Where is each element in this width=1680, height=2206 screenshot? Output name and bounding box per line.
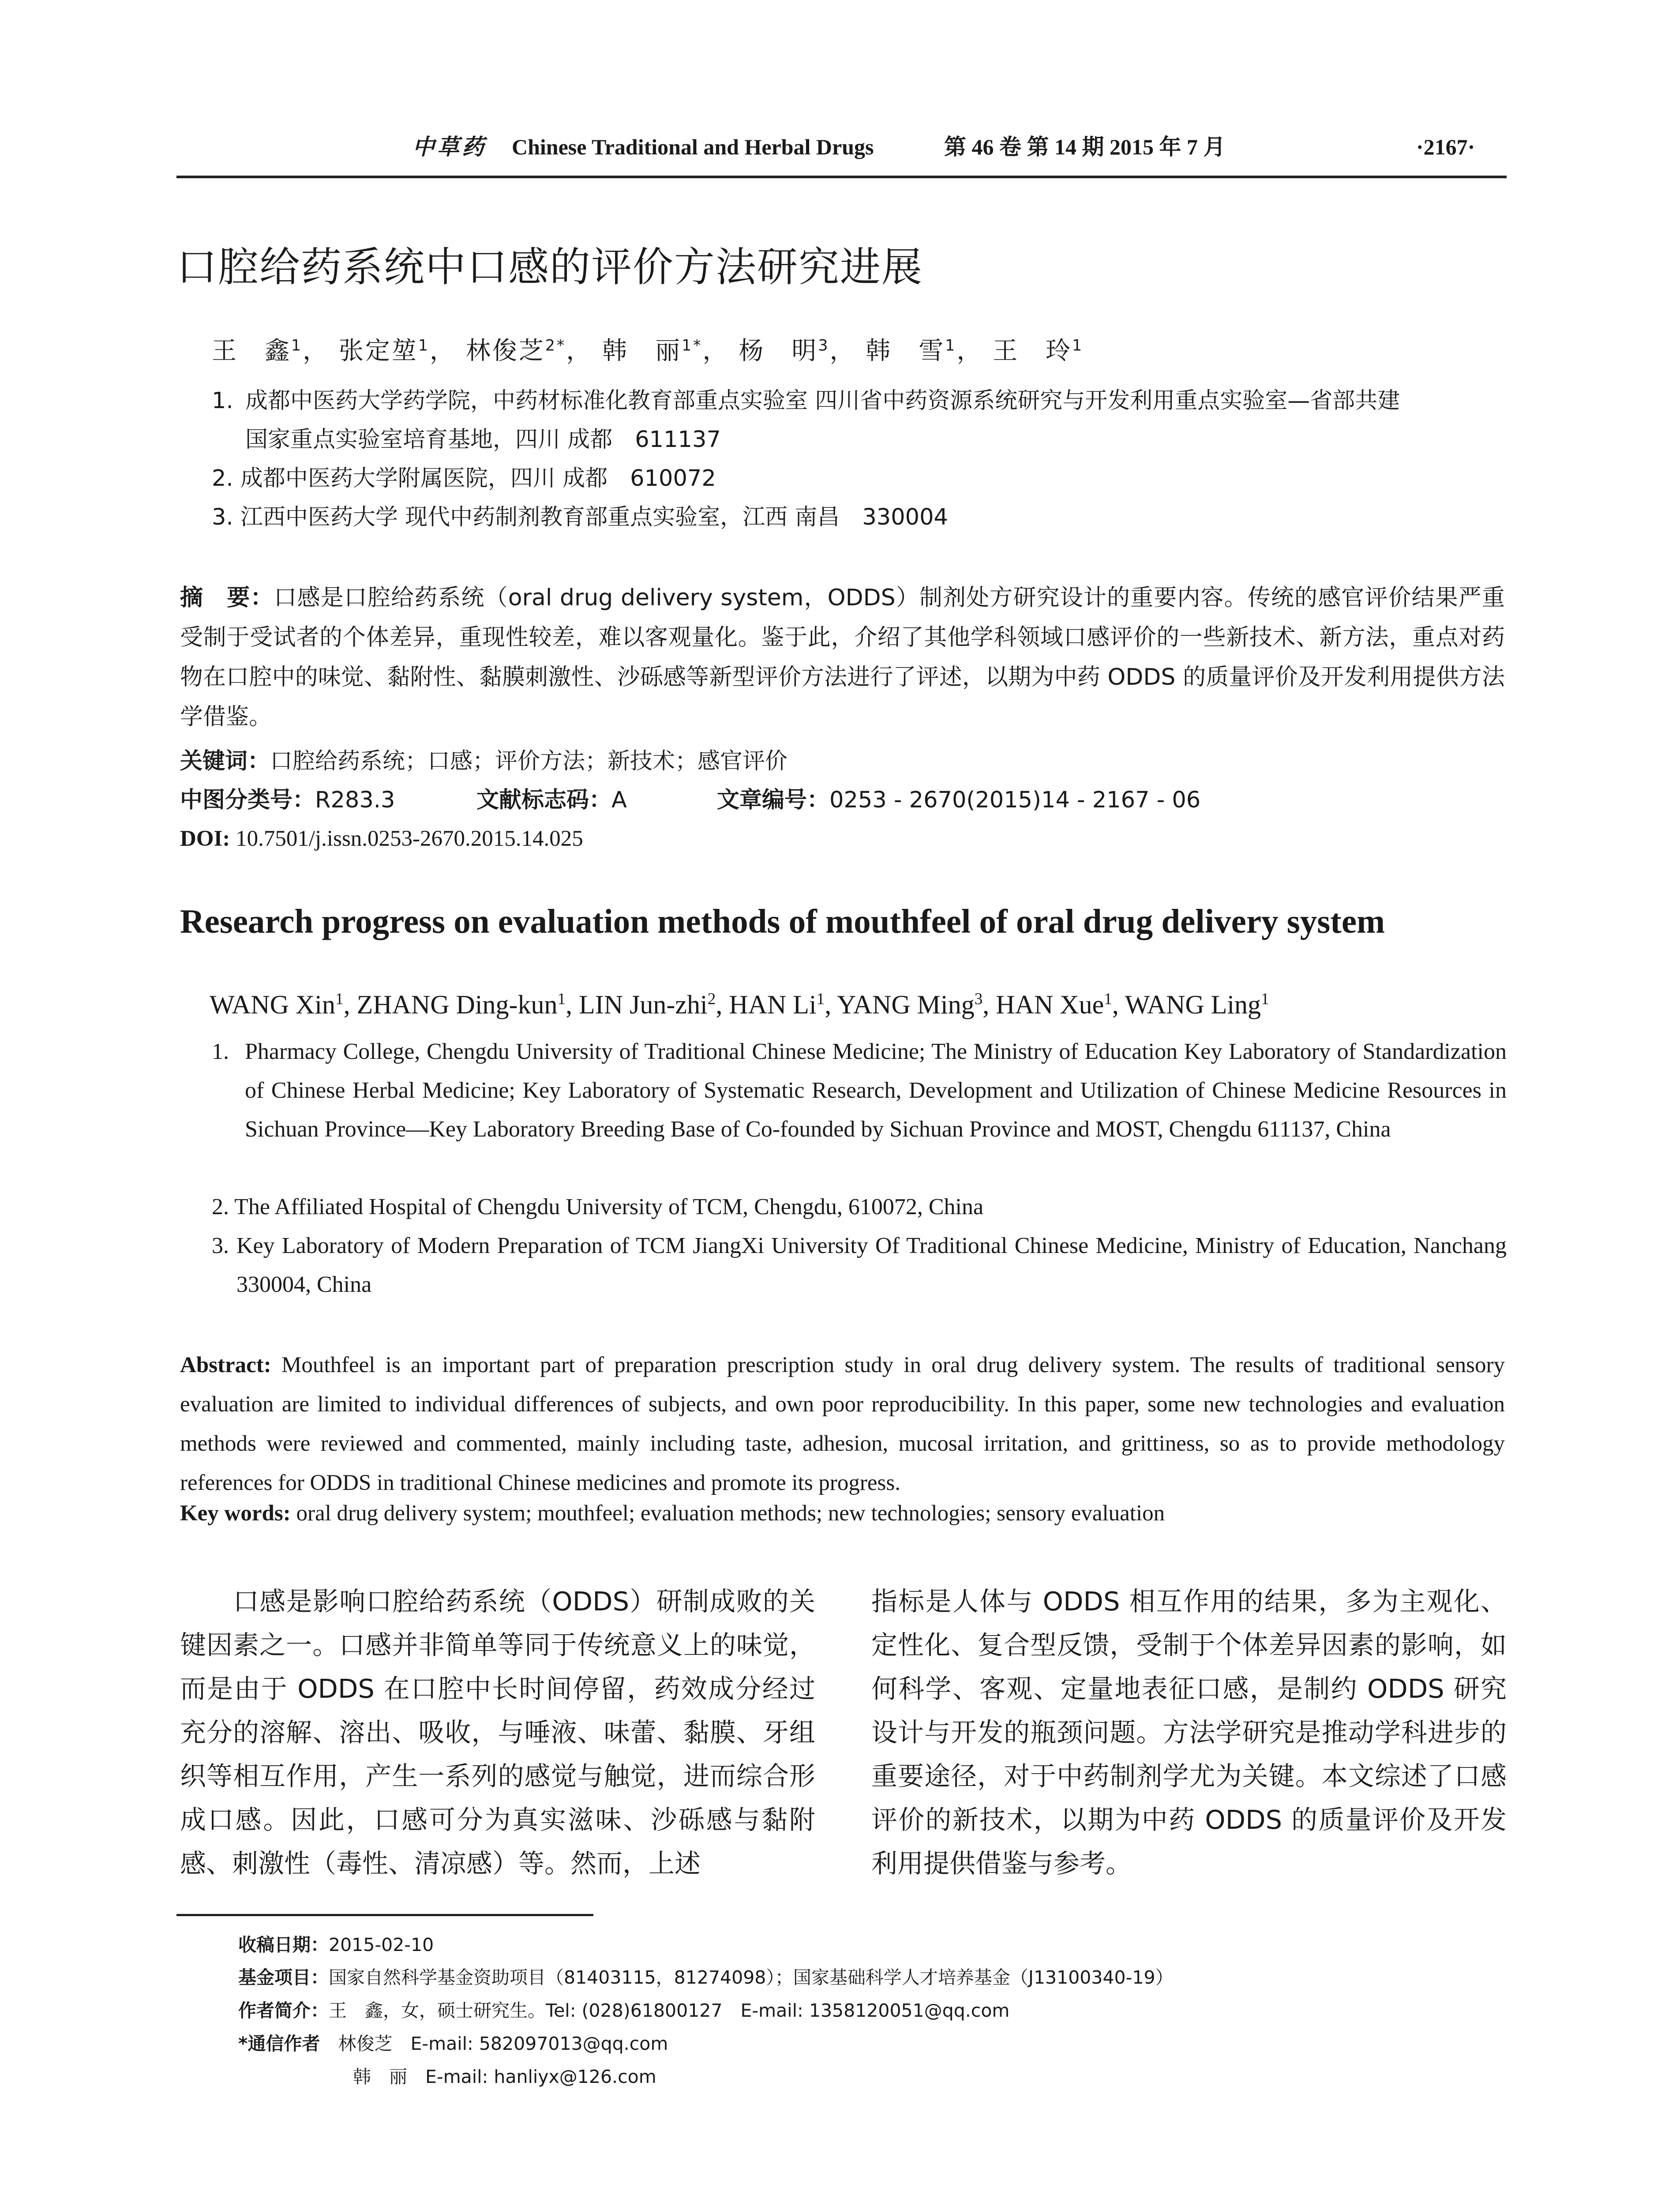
cn-author: 王 玲$^1$ <box>993 337 1084 365</box>
affiliation-number: 1. <box>212 388 233 414</box>
en-author: WANG Xin$^1$ <box>210 990 344 1019</box>
en-author: ZHANG Ding-kun$^1$ <box>356 990 566 1019</box>
footnote-corresponding-2 <box>353 2068 656 2086</box>
affiliation-text: Pharmacy College, Chengdu University of Traditional Chinese Medicine; The Ministry of Education Key Laboratory of Standardization of Chinese Herbal Medicine; Key Laboratory of Systematic Research, Development and Utilization of Chinese Medicine Resources in Sichuan Province—Key Laboratory Breeding Base of Co-founded by Sichuan Province and MOST, Chengdu 611137, China <box>245 1039 1507 1142</box>
received-date: 2015-02-10 <box>329 1934 434 1955</box>
journal-cn-name: 中草药 <box>412 134 487 160</box>
body-paragraph: 指标是人体与 ODDS 相互作用的结果，多为主观化、定性化、复合型反馈，受制于个体差异因素的影响，如何科学、客观、定量地表征口感，是制约 ODDS 研究设计与开发的瓶颈问题。方法学研究是推动学科进步的重要途径，对于中药制剂学尤为关键。本文综述了口感评价的新技术，以期为中药 ODDS 的质量评价及开发利用提供借鉴与参考。 <box>871 1586 1507 1879</box>
affiliation-text: Key Laboratory of Modern Preparation of TCM JiangXi University Of Traditional Chinese Medicine, Ministry of Education, Nanchang 330004, China <box>236 1233 1507 1297</box>
body-paragraph: 口感是影响口腔给药系统（ODDS）研制成败的关键因素之一。口感并非简单等同于传统意义上的味觉，而是由于 ODDS 在口腔中长时间停留，药效成分经过充分的溶解、溶出、吸收，与唾液、味蕾、黏膜、牙组织等相互作用，产生一系列的感觉与触觉，进而综合形成口感。因此，口感可分为真实滋味、沙砾感与黏附感、刺激性（毒性、清凉感）等。然而，上述 <box>180 1586 815 1879</box>
en-author-list: WANG Xin$^1$, ZHANG Ding-kun$^1$, LIN Jun-zhi$^2$, HAN Li$^1$, YANG Ming$^3$, HAN Xue$^1$, WANG Ling$^1$ <box>210 990 1269 1019</box>
corr-author-2: 韩 丽 E-mail: hanliyx@126.com <box>353 2066 656 2087</box>
affiliation-number: 2. <box>212 465 233 491</box>
doi-label: DOI: <box>180 826 230 851</box>
page-number: ·2167· <box>1416 135 1475 159</box>
cn-author: 韩 丽$^{1*}$ <box>602 337 703 365</box>
cn-keywords-text: 口腔给药系统；口感；评价方法；新技术；感官评价 <box>270 748 788 774</box>
en-title: Research progress on evaluation methods of mouthfeel of oral drug delivery system <box>180 902 1385 940</box>
journal-issue: 第 46 卷 第 14 期 2015 年 7 月 <box>944 135 1226 159</box>
class-value: R283.3 <box>315 787 395 813</box>
corr-label: *通信作者 <box>238 2033 320 2054</box>
received-label: 收稿日期： <box>238 1934 329 1955</box>
cn-keywords <box>180 750 788 773</box>
body-column-right <box>871 1579 1507 1885</box>
fund-text: 国家自然科学基金资助项目（81403115，81274098）；国家基础科学人才培养基金（J13100340-19） <box>329 1967 1174 1988</box>
cn-affiliation-3 <box>212 498 948 537</box>
fund-label: 基金项目： <box>238 1967 329 1988</box>
en-author: YANG Ming$^3$ <box>837 990 983 1019</box>
en-affiliation-3 <box>212 1227 1507 1304</box>
cn-affiliation-1 <box>212 382 1507 459</box>
affiliation-number: 1. <box>212 1039 229 1064</box>
class-label: 中图分类号： <box>180 787 315 813</box>
en-keywords <box>180 1502 1165 1525</box>
cn-abstract-text: 口感是口腔给药系统（oral drug delivery system，ODDS）制剂处方研究设计的重要内容。传统的感官评价结果严重受制于受试者的个体差异，重现性较差，难以客观量化。鉴于此，介绍了其他学科领域口感评价的一些新技术、新方法，重点对药物在口腔中的味觉、黏附性、黏膜刺激性、沙砾感等新型评价方法进行了评述，以期为中药 ODDS 的质量评价及开发利用提供方法学借鉴。 <box>180 585 1505 730</box>
en-author: HAN Xue$^1$ <box>996 990 1112 1019</box>
journal-en-name: Chinese Traditional and Herbal Drugs <box>512 135 874 159</box>
cn-keywords-label: 关键词： <box>180 748 270 774</box>
doi <box>180 828 583 850</box>
affiliation-text: 国家重点实验室培育基地，四川 成都 611137 <box>245 427 721 453</box>
footnote-corresponding <box>238 2035 668 2053</box>
en-keywords-label: Key words: <box>180 1501 291 1526</box>
cn-abstract <box>180 578 1505 737</box>
cn-author: 林俊芝$^{2*}$ <box>465 337 566 365</box>
article-value: 0253 - 2670(2015)14 - 2167 - 06 <box>829 787 1201 813</box>
cn-author: 杨 明$^3$ <box>739 337 830 365</box>
footnote-fund <box>238 1969 1174 1987</box>
affiliation-text: The Affiliated Hospital of Chengdu University of TCM, Chengdu, 610072, China <box>234 1194 984 1219</box>
en-author: HAN Li$^1$ <box>729 990 825 1019</box>
footnote-received <box>238 1936 434 1954</box>
affiliation-number: 3. <box>212 504 233 530</box>
doccode-label: 文献标志码： <box>476 787 612 813</box>
cn-abstract-label: 摘 要： <box>180 585 274 611</box>
cn-affiliation-2 <box>212 459 716 498</box>
footnote-author <box>238 2002 1009 2020</box>
page-title: 口腔给药系统中口感的评价方法研究进展 <box>176 244 923 291</box>
cn-doc-code <box>476 789 627 811</box>
doccode-value: A <box>611 787 627 813</box>
en-affiliation-2 <box>212 1188 983 1227</box>
en-abstract-text: Mouthfeel is an important part of preparation prescription study in oral drug delivery system. The results of traditional sensory evaluation are limited to individual differences of subjects, and own poor reproducibility. In this paper, some new technologies and evaluation methods were reviewed and commented, mainly including taste, adhesion, mucosal irritation, and grittiness, so as to provide methodology references for ODDS in traditional Chinese medicines and promote its progress. <box>180 1353 1505 1495</box>
en-abstract-label: Abstract: <box>180 1353 271 1377</box>
cn-author-list: 王 鑫$^1$， 张定堃$^1$， 林俊芝$^{2*}$， 韩 丽$^{1*}$， 杨 明$^3$， 韩 雪$^1$， 王 玲$^1$ <box>212 337 1084 365</box>
en-affiliation-1 <box>212 1032 1507 1149</box>
body-column-left <box>180 1579 815 1885</box>
affiliation-text: 成都中医药大学附属医院，四川 成都 610072 <box>240 465 716 491</box>
cn-author: 韩 雪$^1$ <box>866 337 957 365</box>
author-text: 王 鑫，女，硕士研究生。Tel: (028)61800127 E-mail: 1358120051@qq.com <box>329 2000 1010 2021</box>
affiliation-number: 3. <box>212 1233 229 1258</box>
affiliation-text: 成都中医药大学药学院，中药材标准化教育部重点实验室 四川省中药资源系统研究与开发利用重点实验室—省部共建 <box>245 388 1400 414</box>
header-rule <box>176 176 1507 178</box>
author-label: 作者简介： <box>238 2000 329 2021</box>
corr-author-1: 林俊芝 E-mail: 582097013@qq.com <box>338 2033 668 2054</box>
cn-article-number <box>717 789 1200 811</box>
en-author: LIN Jun-zhi$^2$ <box>579 990 716 1019</box>
en-author: WANG Ling$^1$ <box>1125 990 1269 1019</box>
cn-author: 张定堃$^1$ <box>338 337 430 365</box>
article-label: 文章编号： <box>717 787 830 813</box>
doi-value: 10.7501/j.issn.0253-2670.2015.14.025 <box>236 826 583 851</box>
footnote-rule <box>176 1914 593 1916</box>
cn-classification <box>180 789 395 811</box>
en-abstract <box>180 1346 1505 1503</box>
affiliation-text: 江西中医药大学 现代中药制剂教育部重点实验室，江西 南昌 330004 <box>240 504 949 530</box>
cn-author: 王 鑫$^1$ <box>212 337 303 365</box>
affiliation-number: 2. <box>212 1194 229 1219</box>
en-keywords-text: oral drug delivery system; mouthfeel; evaluation methods; new technologies; sensory evaluation <box>296 1501 1165 1526</box>
